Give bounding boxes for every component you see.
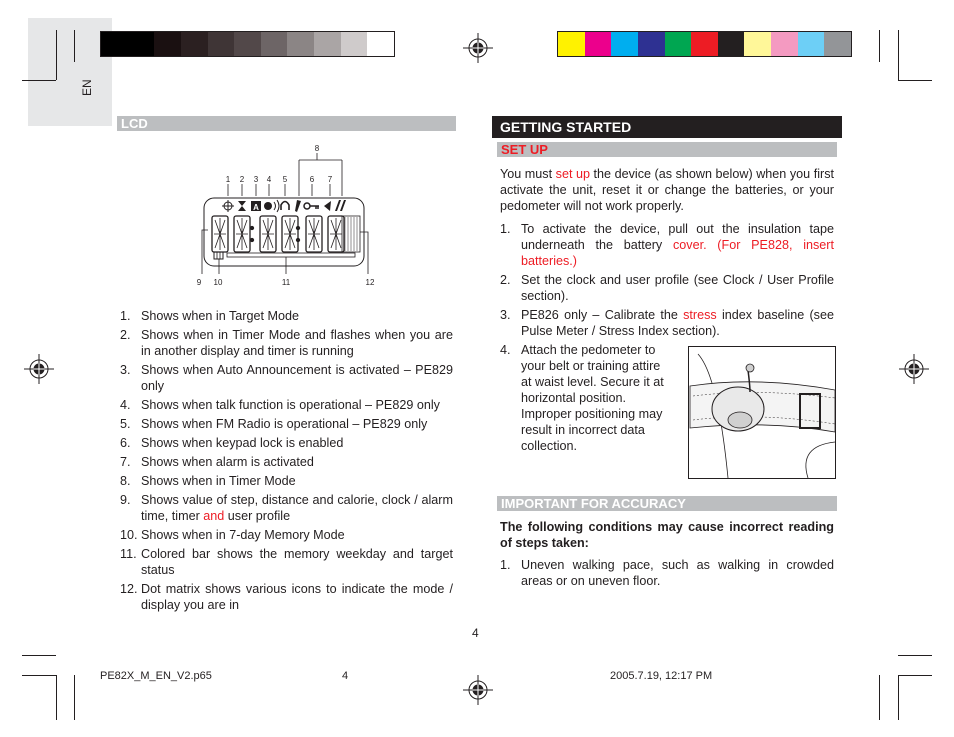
registration-mark-icon	[24, 354, 54, 384]
lcd-colon	[297, 239, 300, 242]
swatch	[558, 32, 585, 56]
list-item: 3. Shows when Auto Announcement is activated – PE829 only	[120, 363, 453, 393]
swatch	[181, 32, 208, 56]
lcd-label-3: 3	[253, 175, 259, 184]
crop-mark	[56, 30, 57, 80]
crop-mark	[56, 675, 57, 720]
lcd-icon-row	[222, 200, 346, 212]
list-item: 10. Shows when in 7-day Memory Mode	[120, 528, 345, 542]
lcd-label-7: 7	[327, 175, 333, 184]
lcd-colon	[251, 227, 254, 230]
lcd-label-1: 1	[225, 175, 231, 184]
crop-mark	[22, 80, 56, 81]
lcd-label-9: 9	[196, 278, 202, 287]
getting-started-heading: GETTING STARTED	[492, 116, 842, 138]
lcd-segments	[262, 218, 274, 250]
lcd-label-11: 11	[281, 278, 291, 287]
swatch	[771, 32, 798, 56]
lcd-segments	[284, 218, 296, 250]
lcd-label-5: 5	[282, 175, 288, 184]
setup-heading: SET UP	[497, 142, 837, 157]
swatch	[128, 32, 155, 56]
swatch	[367, 32, 394, 56]
swatch	[314, 32, 341, 56]
swatch	[287, 32, 314, 56]
lcd-label-10: 10	[213, 278, 223, 287]
crop-mark	[74, 30, 75, 62]
list-item: 1. To activate the device, pull out the insulation tape underneath the battery cover. (For PE828, insert batteries.)	[500, 222, 834, 268]
swatch	[154, 32, 181, 56]
list-item: 1. Shows when in Target Mode	[120, 309, 299, 323]
swatch	[261, 32, 288, 56]
crop-mark	[879, 675, 880, 720]
footer-page: 4	[342, 670, 349, 682]
swatch	[101, 32, 128, 56]
swatch	[665, 32, 692, 56]
registration-mark-icon	[463, 675, 493, 705]
list-item: 2. Set the clock and user profile (see Clock / User Profile section).	[500, 273, 834, 303]
swatch	[824, 32, 851, 56]
swatch	[341, 32, 368, 56]
list-item: 12. Dot matrix shows various icons to indicate the mode / display you are in	[120, 582, 453, 612]
lcd-colon	[297, 227, 300, 230]
crop-mark	[898, 80, 932, 81]
swatch	[208, 32, 235, 56]
swatch	[718, 32, 745, 56]
crop-mark	[22, 655, 56, 656]
crop-mark	[22, 675, 56, 676]
list-item: 2. Shows when in Timer Mode and flashes when you are in another display and timer is running	[120, 328, 453, 358]
crop-mark	[898, 30, 899, 80]
list-item: 9. Shows value of step, distance and calorie, clock / alarm time, timer and user profile	[120, 493, 453, 523]
swatch	[611, 32, 638, 56]
lcd-label-6: 6	[309, 175, 315, 184]
grayscale-bar	[100, 31, 395, 57]
svg-text:A: A	[253, 203, 259, 212]
lcd-diagram	[190, 140, 390, 290]
list-item: 7. Shows when alarm is activated	[120, 455, 314, 469]
list-item: 5. Shows when FM Radio is operational – PE829 only	[120, 417, 428, 431]
list-item: 3. PE826 only – Calibrate the stress index baseline (see Pulse Meter / Stress Index section).	[500, 308, 834, 338]
swatch	[585, 32, 612, 56]
lcd-heading: LCD	[117, 116, 456, 131]
swatch	[798, 32, 825, 56]
lcd-segments	[236, 218, 248, 250]
accuracy-list	[500, 557, 834, 592]
accuracy-heading: IMPORTANT FOR ACCURACY	[497, 496, 837, 511]
registration-mark-icon	[899, 354, 929, 384]
lcd-label-8: 8	[314, 144, 320, 153]
crop-mark	[898, 675, 932, 676]
footer-filename: PE82X_M_EN_V2.p65	[100, 670, 212, 682]
color-bar	[557, 31, 852, 57]
list-item: 4. Shows when talk function is operational – PE829 only	[120, 398, 440, 412]
lcd-label-4: 4	[266, 175, 272, 184]
swatch	[234, 32, 261, 56]
lcd-label-12: 12	[365, 278, 375, 287]
registration-mark-icon	[463, 33, 493, 63]
lcd-label-2: 2	[239, 175, 245, 184]
lcd-colon	[251, 239, 254, 242]
lcd-segments	[308, 218, 320, 250]
accuracy-intro: The following conditions may cause incorrect reading of steps taken:	[500, 520, 834, 550]
page-number: 4	[472, 626, 479, 640]
pedometer-on-belt-image	[688, 346, 836, 479]
lcd-digits	[212, 216, 344, 252]
language-label: EN	[80, 79, 94, 96]
list-item: 8. Shows when in Timer Mode	[120, 474, 296, 488]
lcd-segments	[330, 218, 342, 250]
lcd-segments	[214, 218, 226, 250]
list-item: 4. Attach the pedometer to your belt or training attire at waist level. Secure it at horizontal position. Improper positioning may result in incorrect data collection.	[500, 343, 664, 453]
list-item: 1. Uneven walking pace, such as walking in crowded areas or on uneven floor.	[500, 558, 834, 588]
list-item: 11. Colored bar shows the memory weekday and target status	[120, 547, 453, 577]
crop-mark	[74, 675, 75, 720]
crop-mark	[898, 675, 899, 720]
swatch	[638, 32, 665, 56]
list-item: 6. Shows when keypad lock is enabled	[120, 436, 344, 450]
lcd-description-list	[120, 308, 453, 616]
footer-timestamp: 2005.7.19, 12:17 PM	[610, 670, 713, 682]
crop-mark	[879, 30, 880, 62]
swatch	[744, 32, 771, 56]
swatch	[691, 32, 718, 56]
crop-mark	[898, 655, 932, 656]
setup-intro: You must set up the device (as shown below) when you first activate the unit, reset it or change the batteries, or your pedometer will not work properly.	[500, 167, 834, 213]
